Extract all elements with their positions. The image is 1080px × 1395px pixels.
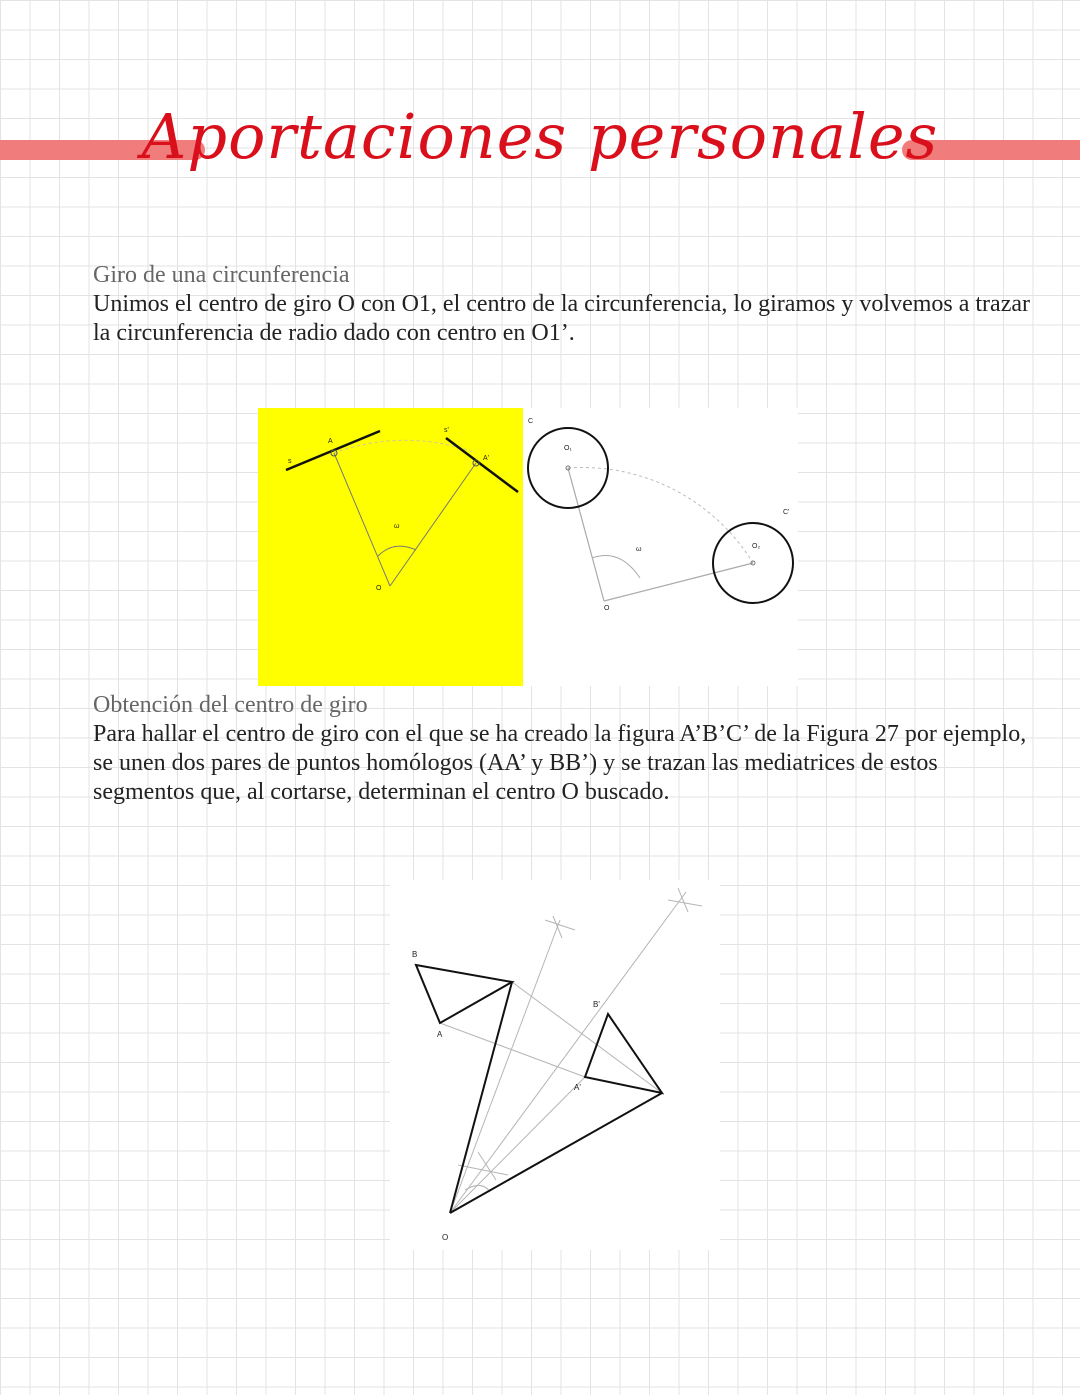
label-omega-right: ω <box>636 546 642 553</box>
section-heading: Obtención del centro de giro <box>93 692 368 718</box>
page-title: Aportaciones personales <box>141 100 939 173</box>
section-giro-circunferencia <box>93 260 1033 348</box>
label-c-prime: C' <box>783 509 790 516</box>
section-heading: Giro de una circunferencia <box>93 262 350 288</box>
label-o: O <box>376 585 382 592</box>
label-a: A <box>328 438 333 445</box>
label-o-right: O <box>604 605 610 612</box>
label-omega: ω <box>394 523 400 530</box>
label-s-prime: s' <box>444 427 449 434</box>
label-a-prime: A' <box>483 455 490 462</box>
label-s: s <box>288 458 292 465</box>
label-o2: O₂ <box>752 543 761 550</box>
figure-center-of-rotation <box>390 880 720 1250</box>
section-body: Para hallar el centro de giro con el que se ha creado la figura A’B’C’ de la Figura 27 por ejemplo, se unen dos pares de puntos homólogos (AA’ y BB’) y se trazan las mediatrices de estos segmentos que, al cortarse, determinan el centro O buscado. <box>93 721 1027 805</box>
label-o1: O₁ <box>564 445 572 452</box>
figure-background <box>390 880 720 1250</box>
label-a: A <box>437 1030 443 1039</box>
label-o: O <box>442 1233 449 1242</box>
label-c: C <box>528 418 534 425</box>
label-b: B <box>412 950 418 959</box>
label-b-prime: B' <box>593 1000 600 1009</box>
label-a-prime: A' <box>574 1083 581 1092</box>
yellow-highlight <box>258 408 523 686</box>
section-body: Unimos el centro de giro O con O1, el centro de la circunferencia, lo giramos y volvemos a trazar la circunferencia de radio dado con centro en O1’. <box>93 291 1030 346</box>
section-centro-giro <box>93 690 1033 807</box>
figure-rotation-circle <box>258 408 798 688</box>
